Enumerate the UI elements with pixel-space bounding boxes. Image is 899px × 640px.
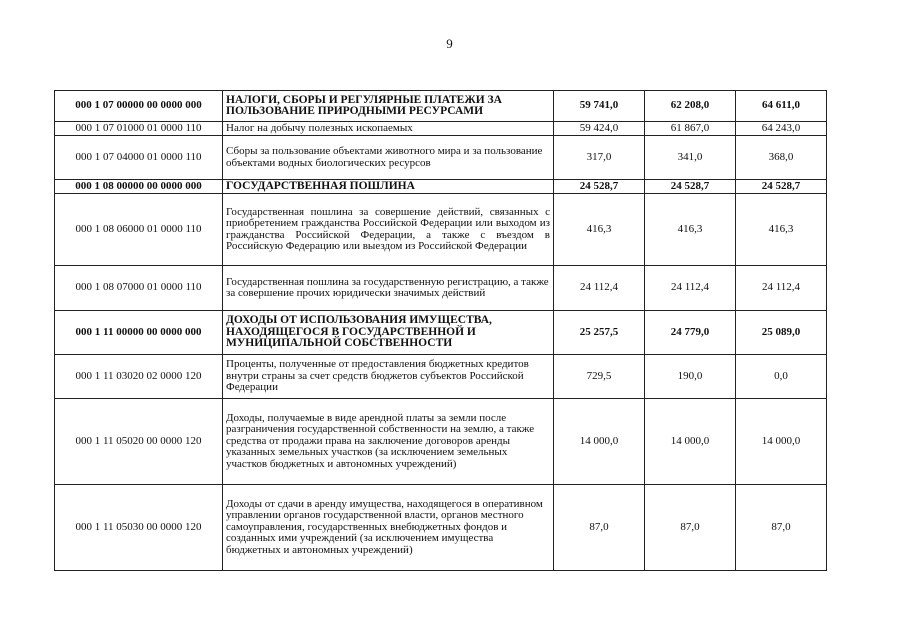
table-row [55, 122, 827, 136]
revenue-name: ГОСУДАРСТВЕННАЯ ПОШЛИНА [223, 180, 554, 194]
revenue-name: Государственная пошлина за совершение действий, связанных с приобретением гражданства Российской Федерации или выходом из гражданства Российской Федерации, а также с въездом в Российскую Федерацию или выездом из Российской Федерации [223, 194, 554, 266]
budget-code: 000 1 08 00000 00 0000 000 [55, 180, 223, 194]
value-year-1: 59 741,0 [554, 91, 645, 122]
revenue-name: Проценты, полученные от предоставления бюджетных кредитов внутри страны за счет средств бюджетов субъектов Российской Федерации [223, 355, 554, 399]
value-year-1: 14 000,0 [554, 399, 645, 485]
page-number: 9 [446, 36, 453, 51]
value-year-2: 341,0 [645, 136, 736, 180]
value-year-1: 87,0 [554, 485, 645, 571]
budget-code: 000 1 11 05020 00 0000 120 [55, 399, 223, 485]
value-year-2: 24 779,0 [645, 311, 736, 355]
value-year-2: 24 112,4 [645, 266, 736, 311]
budget-code: 000 1 11 05030 00 0000 120 [55, 485, 223, 571]
table-row [55, 311, 827, 355]
table-row [55, 91, 827, 122]
value-year-2: 62 208,0 [645, 91, 736, 122]
value-year-3: 25 089,0 [736, 311, 827, 355]
budget-code: 000 1 07 00000 00 0000 000 [55, 91, 223, 122]
value-year-1: 317,0 [554, 136, 645, 180]
revenue-table [54, 90, 827, 571]
value-year-3: 87,0 [736, 485, 827, 571]
value-year-1: 59 424,0 [554, 122, 645, 136]
value-year-3: 416,3 [736, 194, 827, 266]
value-year-1: 25 257,5 [554, 311, 645, 355]
budget-code: 000 1 07 01000 01 0000 110 [55, 122, 223, 136]
budget-code: 000 1 07 04000 01 0000 110 [55, 136, 223, 180]
revenue-name: Сборы за пользование объектами животного мира и за пользование объектами водных биологических ресурсов [223, 136, 554, 180]
value-year-3: 24 112,4 [736, 266, 827, 311]
table-row [55, 485, 827, 571]
budget-code: 000 1 11 03020 02 0000 120 [55, 355, 223, 399]
value-year-3: 0,0 [736, 355, 827, 399]
value-year-1: 24 112,4 [554, 266, 645, 311]
value-year-3: 64 243,0 [736, 122, 827, 136]
value-year-2: 61 867,0 [645, 122, 736, 136]
revenue-name: Налог на добычу полезных ископаемых [223, 122, 554, 136]
revenue-name: Государственная пошлина за государственную регистрацию, а также за совершение прочих юридически значимых действий [223, 266, 554, 311]
value-year-1: 416,3 [554, 194, 645, 266]
value-year-2: 87,0 [645, 485, 736, 571]
value-year-3: 368,0 [736, 136, 827, 180]
budget-code: 000 1 11 00000 00 0000 000 [55, 311, 223, 355]
value-year-2: 24 528,7 [645, 180, 736, 194]
budget-code: 000 1 08 07000 01 0000 110 [55, 266, 223, 311]
table-row [55, 136, 827, 180]
table-row [55, 180, 827, 194]
value-year-2: 14 000,0 [645, 399, 736, 485]
revenue-name: Доходы, получаемые в виде арендной платы за земли после разграничения государственной собственности на землю, а также средства от продажи права на заключение договоров аренды указанных земельных участков (за исключением земельных участков бюджетных и автономных учреждений) [223, 399, 554, 485]
table-row [55, 194, 827, 266]
value-year-1: 24 528,7 [554, 180, 645, 194]
value-year-3: 14 000,0 [736, 399, 827, 485]
value-year-2: 190,0 [645, 355, 736, 399]
table-row [55, 355, 827, 399]
value-year-3: 24 528,7 [736, 180, 827, 194]
value-year-1: 729,5 [554, 355, 645, 399]
value-year-3: 64 611,0 [736, 91, 827, 122]
revenue-name: НАЛОГИ, СБОРЫ И РЕГУЛЯРНЫЕ ПЛАТЕЖИ ЗА ПОЛЬЗОВАНИЕ ПРИРОДНЫМИ РЕСУРСАМИ [223, 91, 554, 122]
revenue-name: Доходы от сдачи в аренду имущества, находящегося в оперативном управлении органов государственной власти, органов местного самоуправления, государственных внебюджетных фондов и созданных ими учреждений (за исключением имущества бюджетных и автономных учреждений) [223, 485, 554, 571]
table-row [55, 399, 827, 485]
table-row [55, 266, 827, 311]
revenue-name: ДОХОДЫ ОТ ИСПОЛЬЗОВАНИЯ ИМУЩЕСТВА, НАХОДЯЩЕГОСЯ В ГОСУДАРСТВЕННОЙ И МУНИЦИПАЛЬНОЙ СОБСТВЕННОСТИ [223, 311, 554, 355]
budget-code: 000 1 08 06000 01 0000 110 [55, 194, 223, 266]
value-year-2: 416,3 [645, 194, 736, 266]
